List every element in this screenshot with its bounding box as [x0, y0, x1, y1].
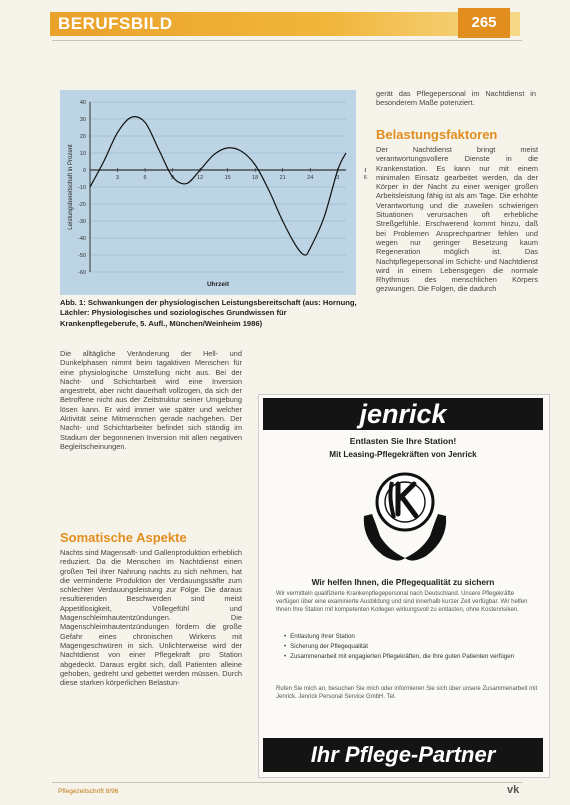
y-tick-label: -60 — [78, 270, 86, 276]
caption-text: Abb. 1: Schwankungen der physiologischen Leistungsbereitschaft (aus: Hornung, Lächler: Physiologisches und soziologisches Grundwissen für Krankenpflegeberufe, 5. Aufl., München/Weinheim 1986) — [60, 298, 357, 328]
ad-benefits-list — [284, 632, 524, 662]
series-line — [90, 117, 346, 255]
x-tick-label: 3 — [115, 175, 120, 181]
y-tick-label: 10 — [79, 151, 86, 157]
footer-mark: vk — [507, 784, 520, 796]
right-column-top-text: gerät das Pflegepersonal im Nachtdienst in besonderem Maße potenziert. — [376, 89, 536, 108]
y-tick-label: 40 — [79, 100, 86, 106]
y-tick-label: -40 — [78, 236, 86, 242]
jenrick-hands-logo-icon — [358, 466, 452, 566]
heading-belastungsfaktoren: Belastungsfaktoren — [376, 127, 498, 142]
x-tick-label: 18 — [252, 175, 259, 181]
y-tick-label: -10 — [78, 185, 86, 191]
x-tick-label: 24 — [307, 175, 314, 181]
figure-caption — [60, 298, 360, 329]
x-tick-label: 6 — [143, 175, 147, 181]
x-tick-label: 15 — [224, 175, 231, 181]
x-tick-label: 21 — [279, 175, 286, 181]
top-rule — [52, 40, 522, 41]
line-chart — [60, 90, 367, 295]
ad-brand-banner: jenrick — [263, 398, 543, 430]
bottom-rule — [52, 782, 522, 783]
footer-source: Pflegezeitschrift 8/96 — [58, 788, 119, 795]
ad-headline-1: Entlasten Sie Ihre Station! — [349, 436, 457, 446]
y-tick-label: -50 — [78, 253, 86, 259]
chart-panel — [60, 90, 367, 295]
x-tick-label: 6 — [363, 175, 367, 181]
ad-paragraph-2: Rufen Sie mich an, besuchen Sie mich oder informieren Sie sich über unsere Zusammenarbeit mit Jenrick. Jenrick Personal Service GmbH. Tel. — [276, 686, 538, 700]
y-axis-label: Leistungsbereitschaft in Prozent — [68, 144, 74, 230]
x-tick-label: 3 — [336, 175, 340, 181]
heading-somatische-aspekte: Somatische Aspekte — [60, 530, 187, 545]
x-tick-label: 12 — [197, 175, 204, 181]
left-column-body-1: Die alltägliche Veränderung der Hell- und Dunkelphasen nimmt beim tagaktiven Menschen für eine physiologische Umstellung nicht aus. Bei der Nacht- und Schichtarbeit wird eine Inversion angestrebt, aber nicht dauerhaft vollzogen, da sich der Betroffene nicht aus der Zeitstruktur seiner Umgebung lösen kann. Er wird immer wie später und welcher Aktivität seine Mitmenschen gerade nachgehen. Der Nacht- und Schichtarbeiter befindet sich ständig im Stadium der begonnenen Inversion mit allen negativen Begleitscheinungen. — [60, 349, 242, 451]
x-tick-label: 9 — [171, 175, 175, 181]
x-axis-label: Uhrzeit — [206, 281, 230, 288]
list-item: • Entlastung Ihrer Station — [284, 632, 524, 642]
section-title: BERUFSBILD — [58, 14, 173, 33]
list-item: • Sicherung der Pflegequalität — [284, 642, 524, 652]
ad-slogan-banner: Ihr Pflege-Partner — [263, 738, 543, 772]
right-column-body: Der Nachtdienst bringt meist verantwortungsvollere Dienste in die Krankenstation. Es kann nur mit einem minimalen Einsatz gearbeitet werden, da der Körper in der Nacht zu einer weniger großen Arbeitsleistung fähig ist als am Tage. Die erhöhte Verantwortung und die zuweilen schwierigen Situationen verursachen oft erhebliche Streßgefühle. Erschwerend kommt hinzu, daß bei Problemen Ansprechpartner fehlen und wegen nur geringer Besetzung kaum Regeneration möglich ist. Das Nachtpflegepersonal im Schicht- und Nachtdienst wird in einem Lebensgegen die normale Rhythmus des menschlichen Körpers gezwungen. Die Folgen, die dadurch — [376, 145, 538, 294]
list-item: • Zusammenarbeit mit engagierten Pflegekräften, die Ihre guten Patienten verfügen — [284, 652, 524, 662]
y-tick-label: -20 — [78, 202, 86, 208]
y-tick-label: 0 — [82, 168, 86, 174]
y-tick-label: -30 — [78, 219, 86, 225]
page-number: 265 — [458, 8, 510, 38]
ad-tagline: Wir helfen Ihnen, die Pflegequalität zu sichern — [311, 577, 495, 587]
y-tick-label: 20 — [79, 134, 86, 140]
ad-paragraph-1: Wir vermitteln qualifizierte Krankenpflegepersonal nach Deutschland. Unsere Pflegekräfte verfügen über eine examinierte Ausbildung und sind innerhalb kurzer Zeit verfügbar. Wir helfen Ihnen Ihre Station mit kompetenten Kollegen wirkungsvoll zu entlasten, ohne Kostenrisiken. — [276, 591, 528, 613]
ad-headline-2: Mit Leasing-Pflegekräften von Jenrick — [329, 450, 477, 459]
y-tick-label: 30 — [79, 117, 86, 123]
left-column-body-2: Nachts sind Magensaft- und Gallenproduktion erheblich reduziert. Da die Menschen im Nachtdienst einen großen Teil ihrer Nahrung nachts zu sich nehmen, hat die verminderte Produktion der Verdauungssäfte zum schlechter Verdauungsleistung zur Folge. Die daraus resultierenden Beschwerden sind meist Appetitlosigkeit, Völlegefühl und Magenschleimhautentzündungen. Die Magenschleimhautentzündungen fördern die große Gefahr eines chronischen Wirkens mit Magengeschwüren in sich. Unlichterweise wird der Nachtdienst von einer Pflegekraft pro Station abgedeckt. Daraus ergibt sich, daß Patienten alleine gehoben, gedreht und gebettet werden müssen. Durch diese starken körperlichen Belastun- — [60, 548, 242, 688]
